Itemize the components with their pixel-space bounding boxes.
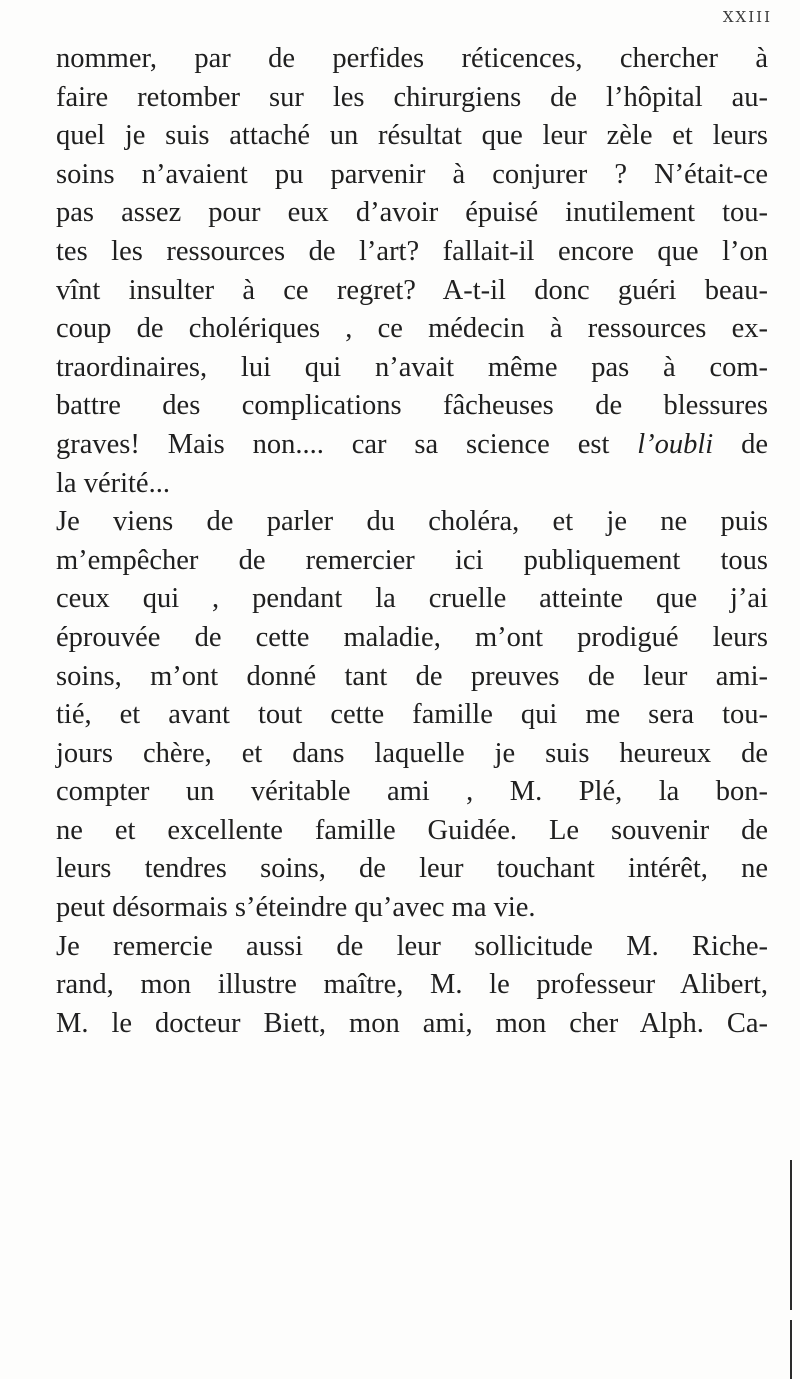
text-line: rand, mon illustre maître, M. le professeur Alibert, bbox=[56, 969, 768, 1001]
text-line: nommer, par de perfides réticences, chercher à bbox=[56, 43, 768, 74]
text-line: soins n’avaient pu parvenir à conjurer ? N’était-ce bbox=[56, 158, 768, 190]
line-tail: de bbox=[713, 428, 768, 460]
text-line: coup de cholériques , ce médecin à ressources ex- bbox=[56, 313, 768, 345]
text-line: tes les ressources de l’art? fallait-il encore que l’on bbox=[56, 235, 768, 267]
text-line: vînt insulter à ce regret? A-t-il donc guéri beau- bbox=[56, 274, 768, 306]
text-line: ceux qui , pendant la cruelle atteinte que j’ai bbox=[56, 583, 768, 615]
text-line: leurs tendres soins, de leur touchant intérêt, ne bbox=[56, 853, 768, 885]
text-line: faire retomber sur les chirurgiens de l’hôpital au- bbox=[56, 81, 768, 113]
text-line: compter un véritable ami , M. Plé, la bon- bbox=[56, 776, 768, 808]
text-line: pas assez pour eux d’avoir épuisé inutilement tou- bbox=[56, 197, 768, 229]
body-text bbox=[56, 40, 796, 1043]
text-line: ne et excellente famille Guidée. Le souvenir de bbox=[56, 814, 768, 846]
text-line: Je remercie aussi de leur sollicitude M. Riche- bbox=[56, 930, 768, 962]
text-line: la vérité... bbox=[56, 467, 170, 499]
text-line: quel je suis attaché un résultat que leur zèle et leurs bbox=[56, 120, 768, 152]
text-line: peut désormais s’éteindre qu’avec ma vie. bbox=[56, 892, 536, 924]
line-text: graves! Mais non.... car sa science est bbox=[56, 428, 638, 460]
text-line: soins, m’ont donné tant de preuves de leur ami- bbox=[56, 660, 768, 692]
text-line: tié, et avant tout cette famille qui me sera tou- bbox=[56, 699, 768, 731]
text-line: jours chère, et dans laquelle je suis heureux de bbox=[56, 737, 768, 769]
italic-word: l’oubli bbox=[637, 428, 714, 460]
text-line: éprouvée de cette maladie, m’ont prodigué leurs bbox=[56, 621, 768, 653]
page-folio: XXIII bbox=[722, 8, 772, 26]
text-line: battre des complications fâcheuses de blessures bbox=[56, 390, 768, 422]
page-edge-mark bbox=[790, 1160, 792, 1310]
text-line: m’empêcher de remercier ici publiquement tous bbox=[56, 544, 768, 576]
text-line: traordinaires, lui qui n’avait même pas à com- bbox=[56, 351, 768, 383]
page-edge-mark bbox=[790, 1320, 792, 1379]
text-line: Je viens de parler du choléra, et je ne puis bbox=[56, 506, 768, 538]
text-line bbox=[56, 426, 768, 465]
text-line: M. le docteur Biett, mon ami, mon cher Alph. Ca- bbox=[56, 1007, 768, 1039]
